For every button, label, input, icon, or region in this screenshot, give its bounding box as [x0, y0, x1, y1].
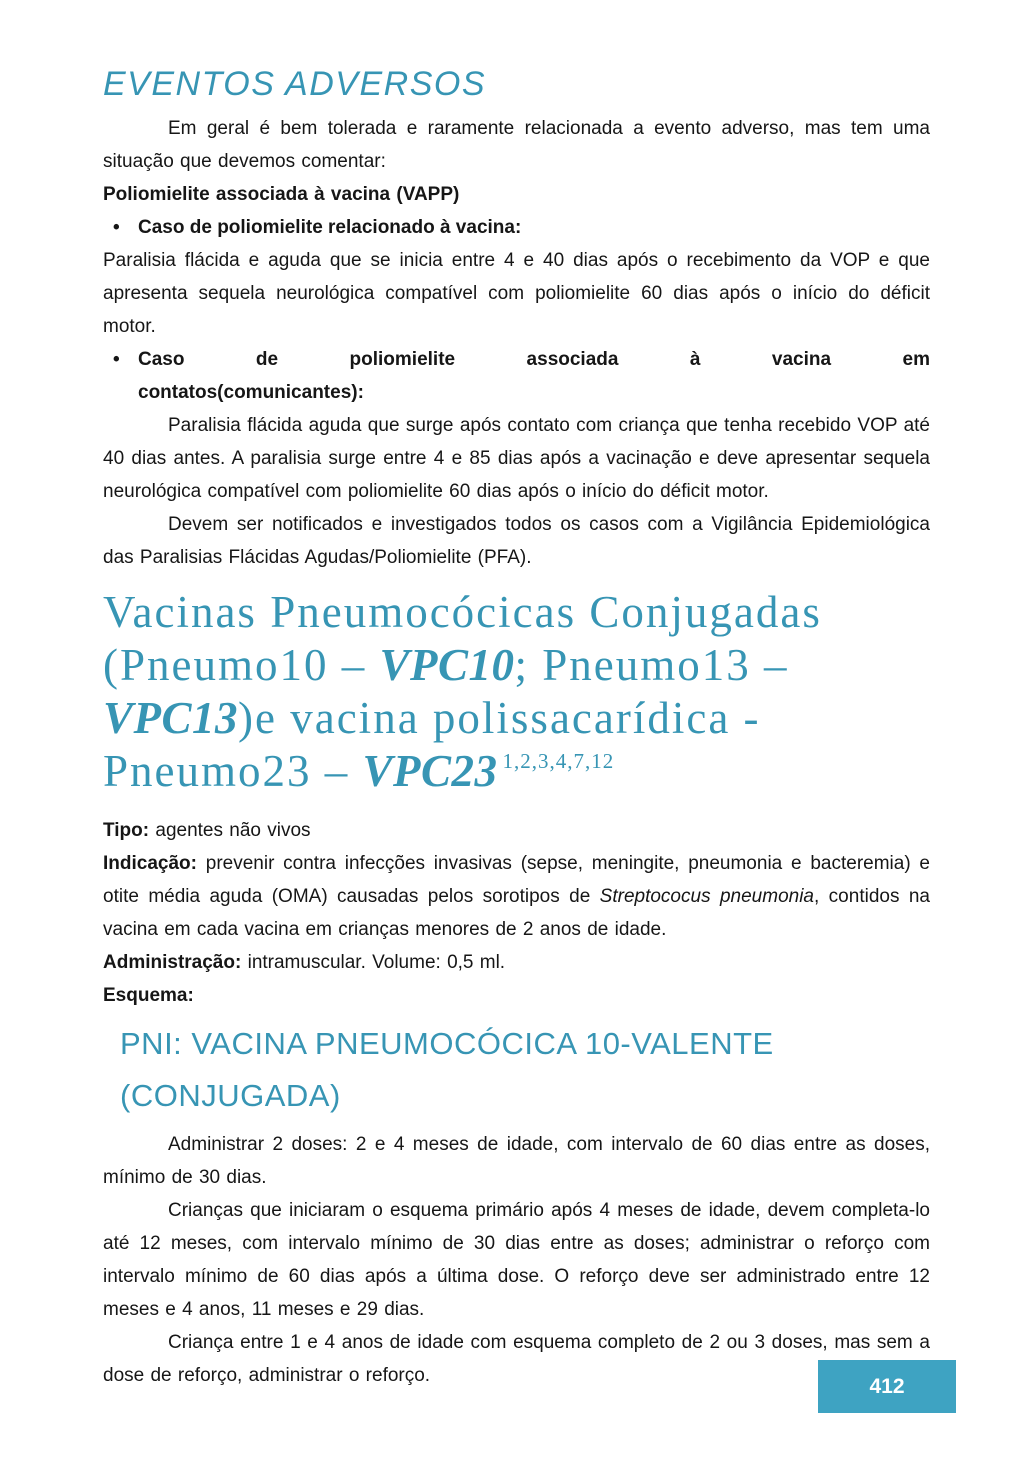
subsection-heading-pni: PNI: VACINA PNEUMOCÓCICA 10-VALENTE (CONJUGADA) — [120, 1026, 774, 1113]
bullet-icon: • — [113, 349, 120, 370]
chapter-title-footnote-refs: 1,2,3,4,7,12 — [502, 749, 615, 773]
subheading-vapp: Poliomielite associada à vacina (VAPP) — [103, 184, 460, 205]
chapter-title-text: ; Pneumo13 – — [514, 640, 789, 690]
field-administracao-value: intramuscular. Volume: 0,5 ml. — [241, 952, 506, 973]
field-indicacao-value: prevenir contra infecções invasivas (sepse, meningite, pneumonia e bacteremia) e otite média aguda (OMA) causadas pelos sorotipos de — [103, 853, 930, 907]
field-indicacao — [103, 847, 930, 946]
page-number-badge — [818, 1360, 956, 1413]
field-esquema — [103, 979, 930, 1012]
field-indicacao-label: Indicação: — [103, 853, 197, 874]
section-heading-eventos-adversos: EVENTOS ADVERSOS — [103, 65, 486, 103]
bullet-item-poliomielite-vacina — [103, 211, 930, 244]
chapter-title-vacinas-pneumococicas — [103, 586, 930, 798]
paragraph-intro: Em geral é bem tolerada e raramente relacionada a evento adverso, mas tem uma situação que devemos comentar: — [103, 118, 930, 172]
bullet-label: Caso de poliomielite relacionado à vacina: — [138, 217, 522, 238]
field-tipo — [103, 814, 930, 847]
bullet-label-line1: Caso de poliomielite associada à vacina em — [138, 349, 930, 370]
field-esquema-label: Esquema: — [103, 985, 194, 1006]
field-indicacao-value: , contidos na vacina em cada vacina em crianças menores de 2 anos de idade. — [103, 886, 930, 940]
bullet-label — [138, 343, 930, 409]
page-content — [103, 64, 930, 1392]
field-tipo-label: Tipo: — [103, 820, 150, 841]
paragraph-pni-esquema-primario: Crianças que iniciaram o esquema primário após 4 meses de idade, devem completa-lo até 12 meses, com intervalo mínimo de 30 dias entre as doses; administrar o reforço com intervalo mínimo de 60 dias após a última dose. O reforço deve ser administrado entre 12 meses e 4 anos, 11 meses e 29 dias. — [103, 1200, 930, 1320]
field-indicacao-species-italic: Streptococus pneumonia — [599, 886, 814, 907]
bullet-label-line2: contatos(comunicantes): — [138, 382, 364, 403]
paragraph-bullet1-body: Paralisia flácida e aguda que se inicia entre 4 e 40 dias após o recebimento da VOP e que apresenta sequela neurológica compatível com poliomielite 60 dias após o início do déficit motor. — [103, 250, 930, 337]
field-administracao-label: Administração: — [103, 952, 242, 973]
bullet-icon: • — [113, 217, 120, 238]
chapter-title-vpc10: VPC10 — [379, 640, 515, 690]
paragraph-pfa-note: Devem ser notificados e investigados todos os casos com a Vigilância Epidemiológica das Paralisias Flácidas Agudas/Poliomielite (PFA). — [103, 514, 930, 568]
field-tipo-value: agentes não vivos — [149, 820, 311, 841]
chapter-title-vpc13: VPC13 — [103, 693, 239, 743]
paragraph-bullet2-body: Paralisia flácida aguda que surge após contato com criança que tenha recebido VOP até 40 dias antes. A paralisia surge entre 4 e 85 dias após a vacinação e deve apresentar sequela neurológica compatível com poliomielite 60 dias após o início do déficit motor. — [103, 415, 930, 502]
field-administracao — [103, 946, 930, 979]
bullet-item-poliomielite-contatos — [103, 343, 930, 409]
chapter-title-vpc23: VPC23 — [362, 746, 498, 796]
chapter-title-text: )e vacina polissacarídica - Pneumo23 – — [103, 693, 761, 796]
paragraph-pni-doses: Administrar 2 doses: 2 e 4 meses de idade, com intervalo de 60 dias entre as doses, mínimo de 30 dias. — [103, 1134, 930, 1188]
paragraph-pni-reforco: Criança entre 1 e 4 anos de idade com esquema completo de 2 ou 3 doses, mas sem a dose de reforço, administrar o reforço. — [103, 1332, 930, 1386]
page-number: 412 — [869, 1374, 905, 1398]
chapter-title-text: Vacinas Pneumocócicas Conjugadas (Pneumo10 – — [103, 587, 822, 690]
